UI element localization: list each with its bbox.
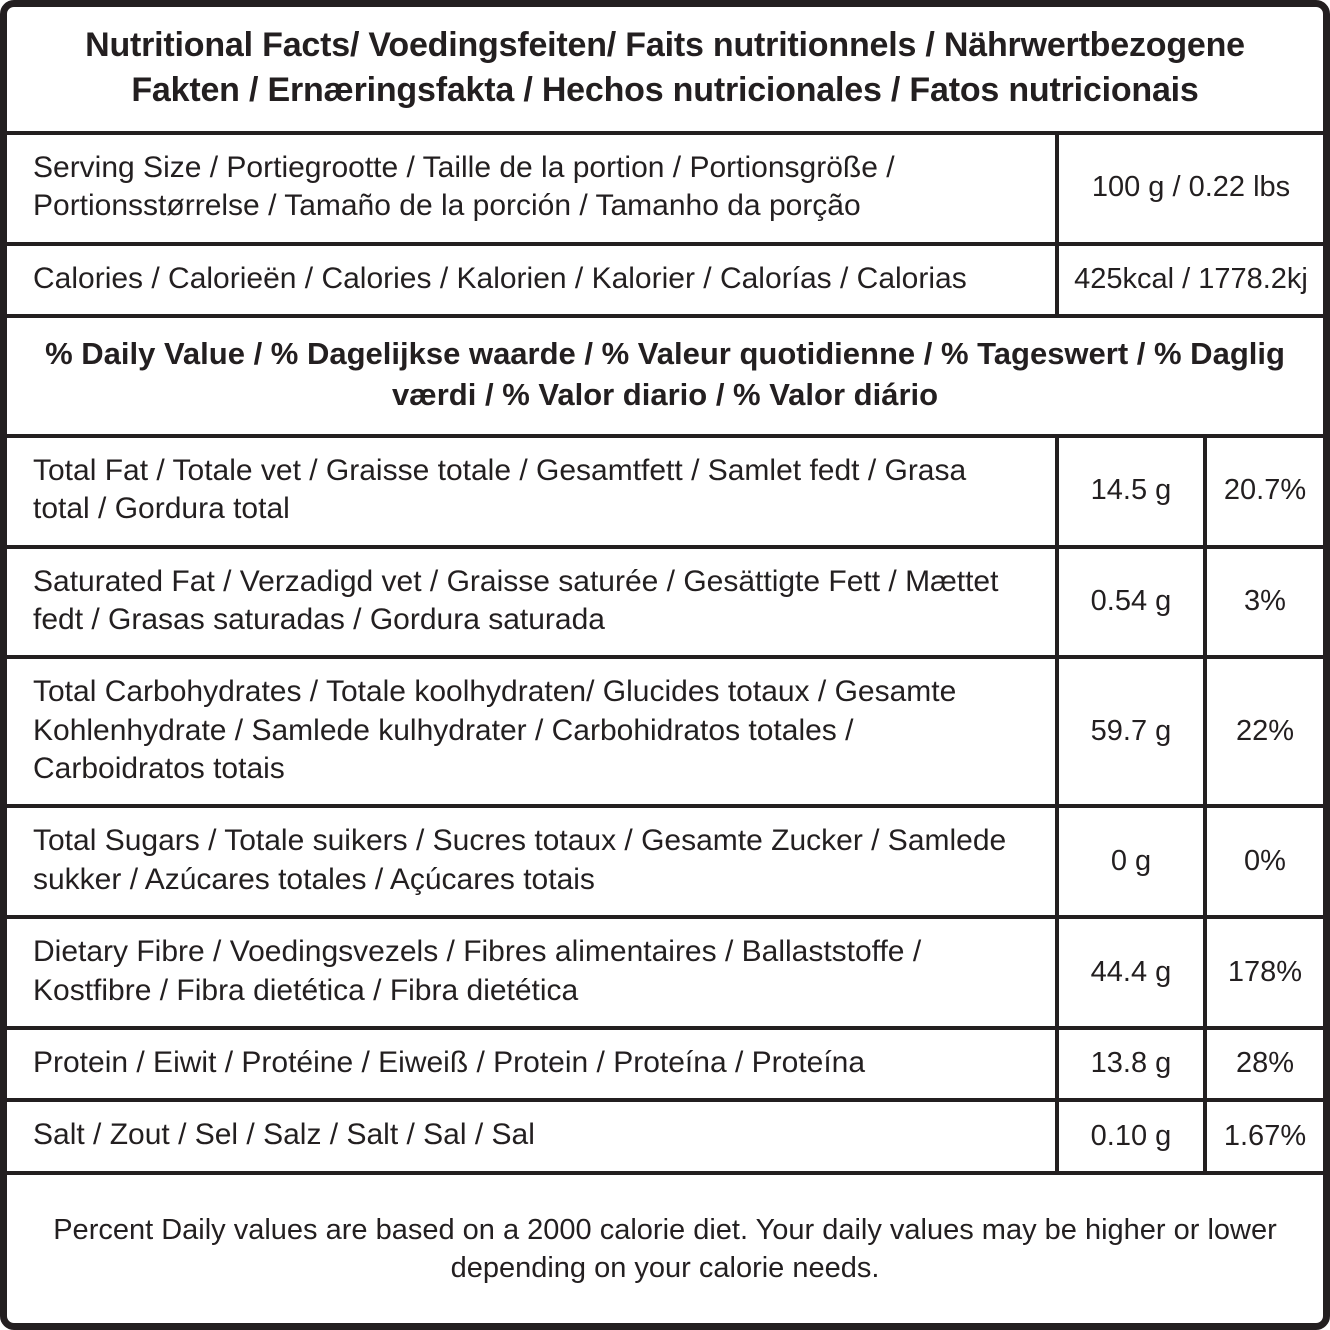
calories-value: 425kcal / 1778.2kj (1055, 246, 1323, 314)
nutrient-label: Total Carbohydrates / Totale koolhydraten/ Glucides totaux / Gesamte Kohlenhydrate / Samlede kulhydrater / Carbohidratos totales / Carboidratos totais (33, 675, 957, 786)
table-row (7, 1102, 1323, 1174)
nutrient-amount: 44.4 g (1055, 919, 1203, 1026)
serving-size-label: Serving Size / Portiegrootte / Taille de la portion / Portionsgröße / Portionsstørrelse / Tamaño de la porción / Tamanho da porção (33, 150, 895, 223)
table-row (7, 549, 1323, 660)
nutrient-percent: 20.7% (1203, 438, 1323, 545)
nutrient-percent: 178% (1203, 919, 1323, 1026)
table-row (7, 1030, 1323, 1102)
serving-size-value: 100 g / 0.22 lbs (1055, 135, 1323, 242)
table-row (7, 919, 1323, 1030)
serving-size-row (7, 135, 1323, 246)
nutrient-percent: 0% (1203, 808, 1323, 915)
page-title: Nutritional Facts/ Voedingsfeiten/ Faits nutritionnels / Nährwertbezogene Fakten / Ernæringsfakta / Hechos nutricionales / Fatos nutricionais (85, 26, 1245, 109)
nutrient-amount: 13.8 g (1055, 1030, 1203, 1098)
title-row (7, 7, 1323, 135)
nutrient-amount: 0 g (1055, 808, 1203, 915)
nutrient-amount: 0.54 g (1055, 549, 1203, 656)
nutrient-label: Salt / Zout / Sel / Salz / Salt / Sal / Sal (33, 1118, 535, 1152)
daily-value-header-row (7, 318, 1323, 438)
daily-value-header: % Daily Value / % Dagelijkse waarde / % Valeur quotidienne / % Tageswert / % Daglig værdi / % Valor diario / % Valor diário (45, 335, 1285, 412)
nutrient-amount: 59.7 g (1055, 659, 1203, 804)
calories-label: Calories / Calorieën / Calories / Kalorien / Kalorier / Calorías / Calorias (33, 261, 967, 295)
nutrient-label: Dietary Fibre / Voedingsvezels / Fibres alimentaires / Ballaststoffe / Kostfibre / Fibra dietética / Fibra dietética (33, 935, 922, 1007)
nutrient-label: Protein / Eiwit / Protéine / Eiweiß / Protein / Proteína / Proteína (33, 1046, 866, 1080)
table-row (7, 438, 1323, 549)
nutrient-label: Total Fat / Totale vet / Graisse totale / Gesamtfett / Samlet fedt / Grasa total / Gordura total (33, 453, 967, 526)
table-row (7, 808, 1323, 919)
nutrient-percent: 28% (1203, 1030, 1323, 1098)
nutrient-amount: 0.10 g (1055, 1102, 1203, 1170)
footnote-row (7, 1175, 1323, 1323)
nutrient-percent: 3% (1203, 549, 1323, 656)
nutrient-percent: 22% (1203, 659, 1323, 804)
table-row (7, 659, 1323, 808)
calories-row (7, 246, 1323, 318)
daily-value-footnote: Percent Daily values are based on a 2000 calorie diet. Your daily values may be higher or lower depending on your calorie needs. (53, 1214, 1277, 1284)
nutrient-amount: 14.5 g (1055, 438, 1203, 545)
nutrient-label: Total Sugars / Totale suikers / Sucres totaux / Gesamte Zucker / Samlede sukker / Azúcares totales / Açúcares totais (33, 824, 1007, 896)
nutrient-percent: 1.67% (1203, 1102, 1323, 1170)
nutrient-label: Saturated Fat / Verzadigd vet / Graisse saturée / Gesättigte Fett / Mættet fedt / Grasas saturadas / Gordura saturada (33, 564, 999, 636)
